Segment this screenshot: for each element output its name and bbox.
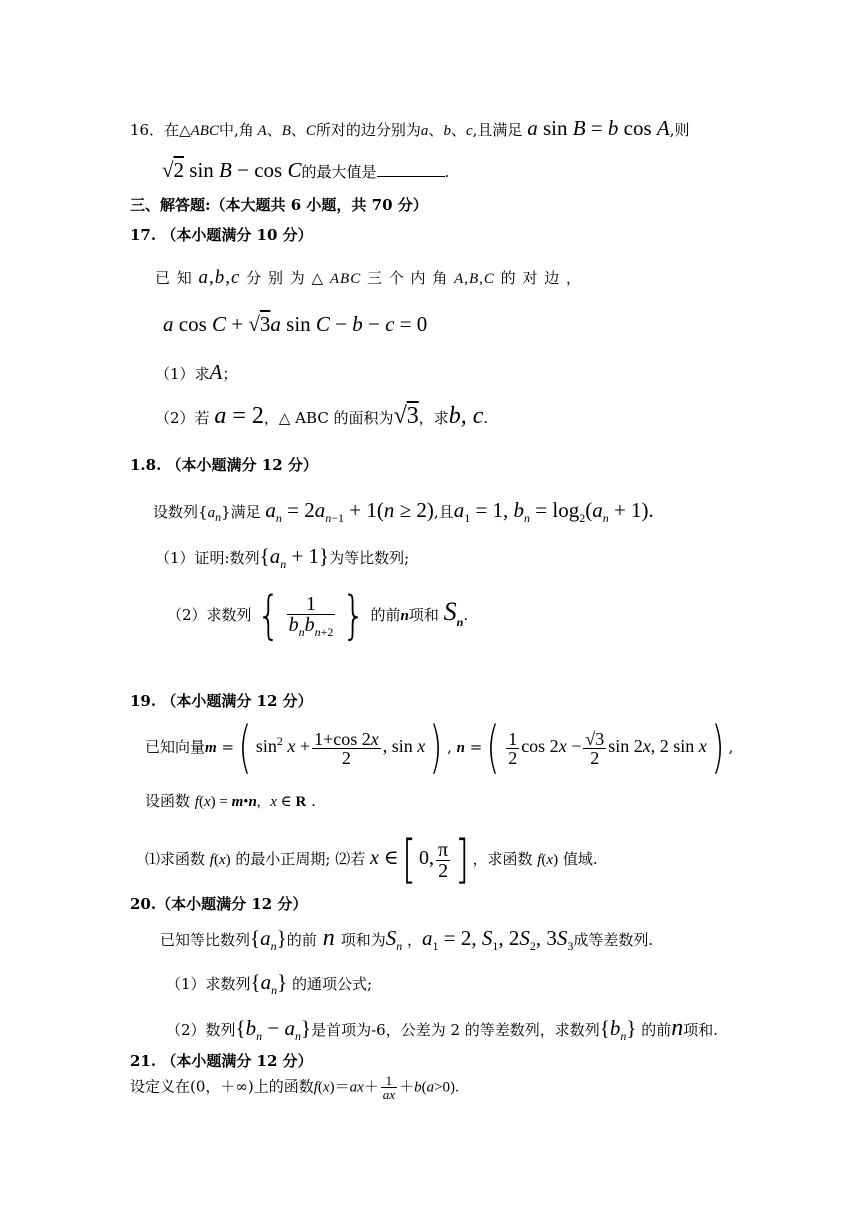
q16-formula2: √2 sin B − cos C (162, 158, 302, 182)
q16-formula1: a sin B = b cos A (527, 116, 670, 140)
q17-line1: 已 知 a,b,c 分 别 为 △ ABC 三 个 内 角 A,B,C 的 对 边 ， (155, 267, 582, 288)
q16-line2: √2 sin B − cos C的最大值是 . (162, 158, 450, 182)
q19-parts: ⑴求函数 f(x) 的最小正周期; ⑵若 x ∈[ 0, $\frac{\pi}{2}$ ] ，求函数 f(x) 值域. (145, 830, 598, 890)
q18-part2: （2）求数列{ $\frac{1}{b_nb_{n+2}}$ } 的前n项和 $S_n$. (167, 586, 469, 646)
q21-line1: 设定义在(0，＋∞)上的函数f(x)＝ax＋ $\frac{1}{ax}$ ＋b(a>0). (130, 1073, 459, 1102)
q17-heading: 17. （本小题满分 10 分） (130, 226, 313, 244)
q16-line1: 16．在△ABC中,角 A、B、C所对的边分别为a、b、c,且满足 a sin B = b cos A,则 (130, 116, 690, 140)
q18-heading: 1.8. （本小题满分 12 分） (130, 456, 318, 474)
q17-part1: （1）求A； (155, 360, 238, 384)
answer-blank (377, 162, 445, 177)
q18-line1: 设数列$\{a_n\}$满足 $a_n = 2a_{n-1} + 1(n \ge 2)$,且$a_1 = 1$, $b_n = \log_2(a_n + 1)$. (153, 498, 654, 526)
q20-heading: 20.（本小题满分 12 分） (130, 895, 308, 913)
q17-part2: （2）若 a = 2，△ ABC 的面积为√3，求b, c. (155, 403, 489, 429)
q18-part1: （1）证明:数列$\{a_n + 1\}$为等比数列; (155, 544, 410, 572)
q19-function: 设函数 f(x) = m•n, x ∈ R . (145, 792, 316, 810)
q20-part2: （2）数列$\{b_n - a_n\}$是首项为-6，公差为 2 的等差数列，求数列$\{b_n\}$ 的前n项和. (166, 1015, 719, 1044)
q21-heading: 21. （本小题满分 12 分） (130, 1052, 313, 1070)
q16-number: 16． (130, 121, 165, 139)
q19-vectors: 已知向量m =( $\sin^2 x$ + $\frac{1+\cos 2x}{2}$ , sin x) , n =( $\frac{1}{2}$ cos 2x − $\frac{√3}{2}$ sin 2x, 2 sin x) , (145, 715, 734, 780)
section-heading: 三、解答题:（本大题共 6 小题，共 70 分） (130, 196, 428, 214)
q19-heading: 19. （本小题满分 12 分） (130, 692, 313, 710)
q17-equation: a cos C + √3a sin C − b − c = 0 (163, 312, 428, 336)
q20-line1: 已知等比数列$\{a_n\}$的前 n 项和为$S_n$ ，$a_1 = 2$, $S_1$, $2S_2$, $3S_3$成等差数列. (160, 925, 654, 954)
q20-part1: （1）求数列$\{a_n\}$ 的通项公式; (166, 970, 373, 998)
